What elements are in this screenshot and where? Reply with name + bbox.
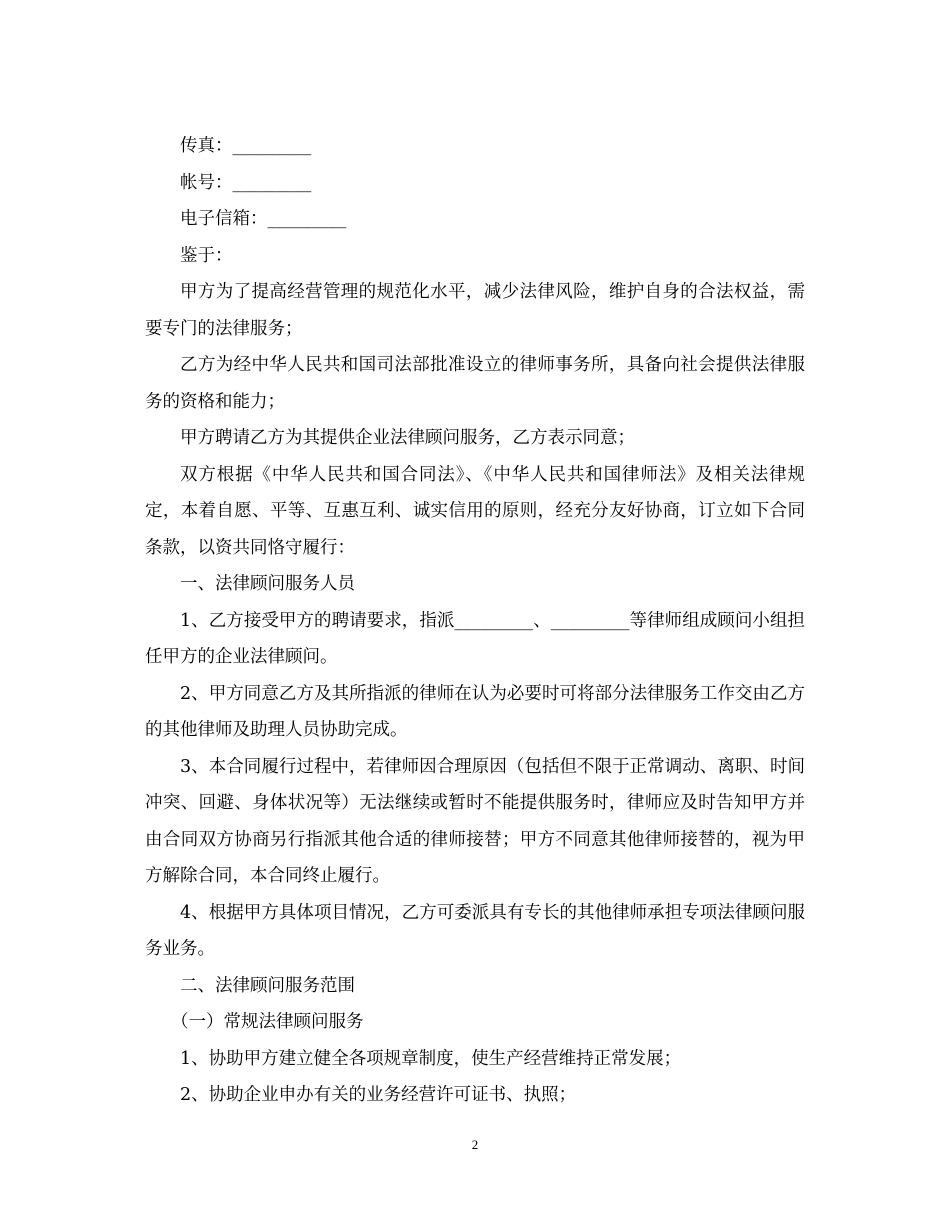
- clause-1-4: 4、根据甲方具体项目情况，乙方可委派具有专长的其他律师承担专项法律顾问服务业务。: [145, 902, 805, 959]
- fax-line: 传真：_________: [180, 136, 312, 156]
- paragraph-engagement: 甲方聘请乙方为其提供企业法律顾问服务，乙方表示同意；: [180, 428, 635, 448]
- whereas-heading: 鉴于：: [180, 245, 233, 266]
- clause-1-3: 3、本合同履行过程中，若律师因合理原因（包括但不限于正常调动、离职、时间冲突、回避、身体状况等）无法继续或暂时不能提供服务时，律师应及时告知甲方并由合同双方协商另行指派其他合适的律师接替；甲方不同意其他律师接替的，视为甲方解除合同，本合同终止履行。: [145, 756, 805, 886]
- paragraph-party-b-qualification: 乙方为经中华人民共和国司法部批准设立的律师事务所，具备向社会提供法律服务的资格和能力；: [145, 355, 805, 412]
- subsection-heading-regular-service: （一）常规法律顾问服务: [171, 1012, 364, 1032]
- clause-2-2: 2、协助企业申办有关的业务经营许可证书、执照；: [180, 1085, 577, 1105]
- section-heading-personnel: 一、法律顾问服务人员: [180, 574, 355, 594]
- clause-1-2: 2、甲方同意乙方及其所指派的律师在认为必要时可将部分法律服务工作交由乙方的其他律师及助理人员协助完成。: [145, 683, 805, 740]
- email-line: 电子信箱：_________: [180, 209, 347, 229]
- clause-2-1: 1、协助甲方建立健全各项规章制度，使生产经营维持正常发展；: [180, 1048, 682, 1069]
- section-heading-scope: 二、法律顾问服务范围: [180, 975, 355, 996]
- page-number: 2: [471, 1137, 479, 1152]
- paragraph-legal-basis: 双方根据《中华人民共和国合同法》、《中华人民共和国律师法》及相关法律规定，本着自愿、平等、互惠互利、诚实信用的原则，经充分友好协商，订立如下合同条款，以资共同恪守履行：: [145, 464, 805, 558]
- clause-1-1: 1、乙方接受甲方的聘请要求，指派_________、_________等律师组成顾问小组担任甲方的企业法律顾问。: [145, 610, 805, 667]
- document-body: [145, 128, 805, 1114]
- account-line: 帐号：_________: [180, 172, 312, 193]
- paragraph-party-a-purpose: 甲方为了提高经营管理的规范化水平，减少法律风险，维护自身的合法权益，需要专门的法律服务；: [145, 282, 805, 339]
